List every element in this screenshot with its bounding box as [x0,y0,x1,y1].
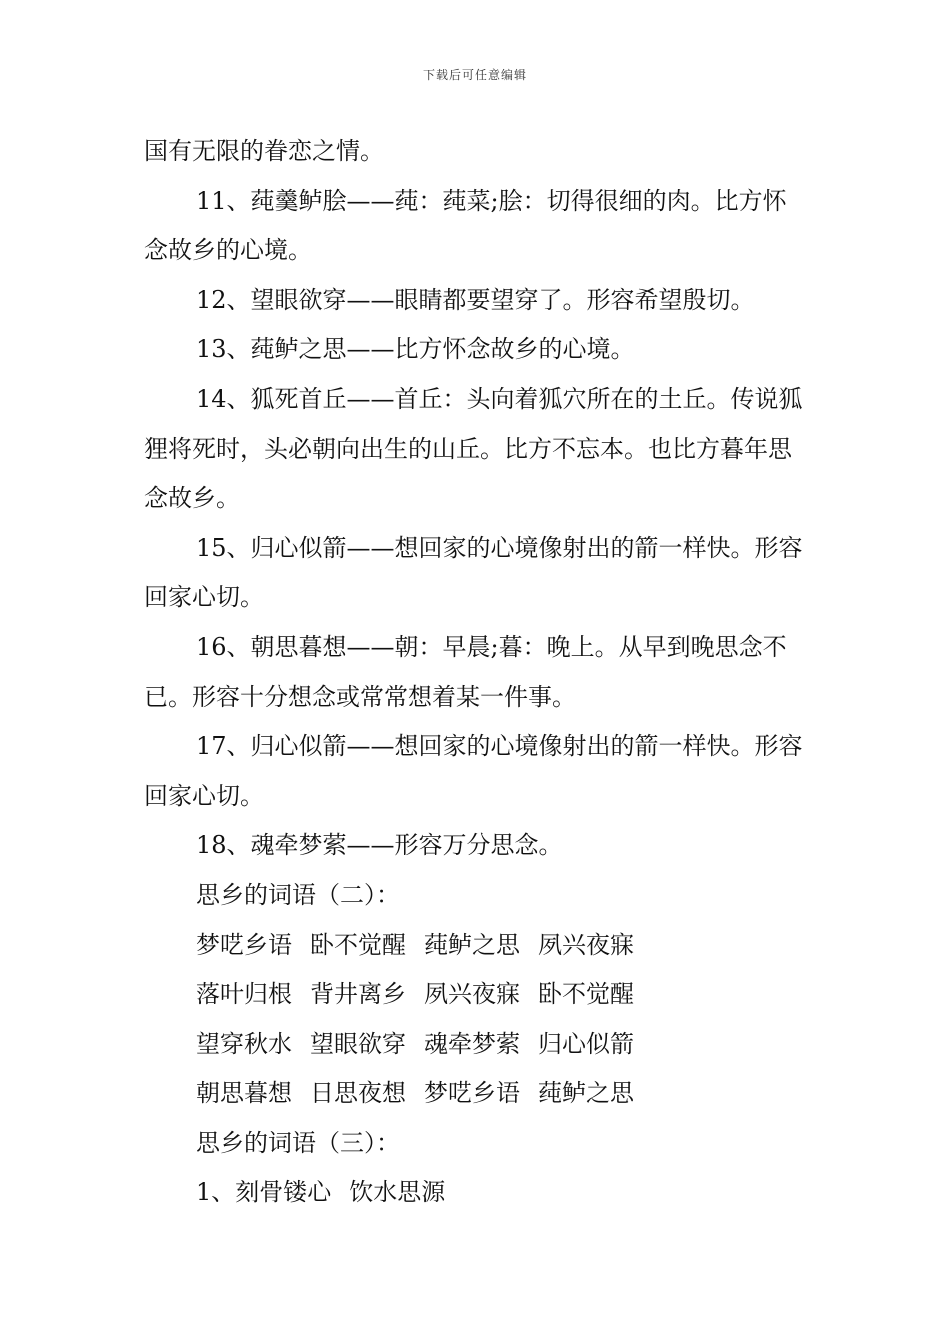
word-row [144,1020,809,1070]
word: 夙兴夜寐 [424,980,520,1009]
word: 望眼欲穿 [310,1029,406,1058]
word-row [144,970,809,1020]
word: 魂牵梦萦 [424,1029,520,1058]
paragraph-item-11: 11、莼羹鲈脍——莼：莼菜;脍：切得很细的肉。比方怀念故乡的心境。 [144,186,787,265]
word: 朝思暮想 [196,1079,292,1108]
word: 夙兴夜寐 [538,930,634,959]
word: 卧不觉醒 [310,930,406,959]
word: 莼鲈之思 [424,930,520,959]
paragraph-item-17: 17、归心似箭——想回家的心境像射出的箭一样快。形容回家心切。 [144,732,803,810]
word: 落叶归根 [196,980,292,1009]
list-item [144,1168,809,1218]
word: 梦呓乡语 [424,1079,520,1108]
document-body [144,127,809,1218]
paragraph-continuation: 国有无限的眷恋之情。 [144,137,384,165]
word: 饮水思源 [349,1178,446,1207]
paragraph-item-15: 15、归心似箭——想回家的心境像射出的箭一样快。形容回家心切。 [144,533,803,612]
section-heading-3: 思乡的词语（三）： [196,1128,400,1157]
word-row [144,921,809,971]
word: 梦呓乡语 [196,930,292,959]
word: 望穿秋水 [196,1029,292,1058]
word-row [144,1069,809,1119]
paragraph-item-16: 16、朝思暮想——朝：早晨;暮：晚上。从早到晚思念不已。形容十分想念或常常想着某一件事。 [144,632,787,711]
paragraph-item-12: 12、望眼欲穿——眼睛都要望穿了。形容希望殷切。 [196,285,755,314]
word: 日思夜想 [310,1079,406,1108]
word: 归心似箭 [538,1029,634,1058]
word: 卧不觉醒 [538,980,634,1009]
section-heading-2: 思乡的词语（二）： [196,880,400,909]
paragraph-item-13: 13、莼鲈之思——比方怀念故乡的心境。 [196,335,635,364]
header-note: 下载后可任意编辑 [422,68,527,82]
word: 背井离乡 [310,980,406,1009]
list-item-number: 1、 [196,1178,236,1207]
paragraph-item-18: 18、魂牵梦萦——形容万分思念。 [196,831,563,860]
word: 刻骨镂心 [235,1178,332,1207]
paragraph-item-14: 14、狐死首丘——首丘：头向着狐穴所在的土丘。传说狐狸将死时，头必朝向出生的山丘。比方不忘本。也比方暮年思念故乡。 [144,384,803,513]
word: 莼鲈之思 [538,1079,634,1108]
